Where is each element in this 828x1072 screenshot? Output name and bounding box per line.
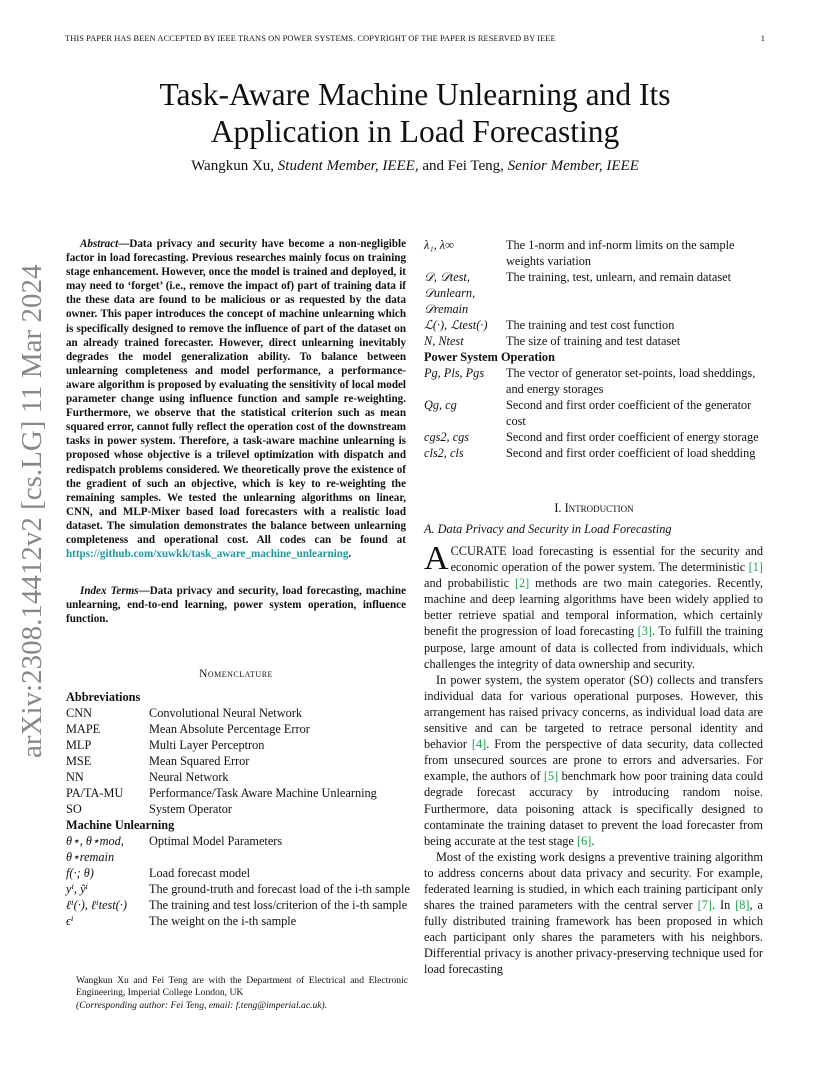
nomenclature-symbol: N, Ntest xyxy=(424,334,464,348)
citation-5[interactable]: [5] xyxy=(543,769,559,784)
p2-text-a: In power system, the system operator (SO) collects and transfers individual data for various operational purposes. However, this arrangement has raised privacy concerns, as individual load data are sensitive and can be targeted to retrace personal identity and behavior xyxy=(424,672,763,752)
nomenclature-definition: Convolutional Neural Network xyxy=(149,706,302,720)
nomenclature-row xyxy=(66,737,410,753)
nomenclature-symbol: Qg, cg xyxy=(424,398,457,412)
nomenclature-right-list xyxy=(424,237,764,349)
nomenclature-symbol: MAPE xyxy=(66,722,101,736)
title-line-1: Task-Aware Machine Unlearning and Its xyxy=(159,77,671,112)
citation-2[interactable]: [2] xyxy=(514,576,530,591)
footnote-corresponding: (Corresponding author: Fei Teng, email: f.teng@imperial.ac.uk). xyxy=(76,999,328,1011)
nomenclature-symbol: MSE xyxy=(66,754,92,768)
dropcap: A xyxy=(424,540,449,577)
author-line xyxy=(60,158,770,175)
nomenclature-symbol: SO xyxy=(66,802,82,816)
nomenclature-symbol: MLP xyxy=(66,738,92,752)
nomenclature-symbol: ℒ(·), ℒtest(·) xyxy=(424,318,488,332)
nomenclature-row xyxy=(66,769,410,785)
nomenclature-row xyxy=(66,705,410,721)
author-2-role: Senior Member, IEEE xyxy=(507,158,639,174)
index-terms-label: Index Terms xyxy=(80,585,139,597)
nomenclature-definition: The size of training and test dataset xyxy=(506,334,681,348)
arxiv-stamp: arXiv:2308.14412v2 [cs.LG] 11 Mar 2024 xyxy=(16,264,48,758)
nomenclature-symbol: 𝒟, 𝒟test, 𝒟unlearn, 𝒟remain xyxy=(424,270,476,316)
section-heading xyxy=(424,501,764,516)
subsection-heading: A. Data Privacy and Security in Load Forecasting xyxy=(424,522,672,536)
p3-text-a: Most of the existing work designs a preventive training algorithm to address concerns about data privacy and security. For example, federated learning is studied, in which each training participant only shares the trained parameters with the central server xyxy=(424,849,763,913)
nomenclature-row xyxy=(66,753,410,769)
nomenclature-left xyxy=(66,689,410,929)
p1-text-b: and probabilistic xyxy=(424,576,515,591)
paragraph-3 xyxy=(424,849,763,978)
paragraph-2 xyxy=(424,672,763,849)
nomenclature-symbol: ϵⁱ xyxy=(66,914,74,928)
nomenclature-symbol: λ₁, λ∞ xyxy=(424,238,454,252)
nomenclature-row xyxy=(424,397,764,429)
citation-3[interactable]: [3] xyxy=(637,624,653,639)
section-number: I. xyxy=(554,501,565,515)
section-title: Introduction xyxy=(564,501,634,515)
title-line-2: Application in Load Forecasting xyxy=(210,114,620,149)
nomenclature-definition: Mean Squared Error xyxy=(149,754,250,768)
nomenclature-symbol: PA/TA-MU xyxy=(66,786,124,800)
author-1: Wangkun Xu, xyxy=(191,158,278,174)
nomenclature-definition: System Operator xyxy=(149,802,232,816)
abstract xyxy=(66,237,406,561)
nomenclature-symbol: yⁱ, ŷⁱ xyxy=(66,882,89,896)
nomenclature-definition: The training, test, unlearn, and remain dataset xyxy=(506,270,732,284)
nomenclature-row xyxy=(424,445,764,461)
nomenclature-definition: The 1-norm and inf-norm limits on the sample weights variation xyxy=(506,238,735,268)
nomenclature-row xyxy=(66,897,410,913)
power-system-title: Power System Operation xyxy=(424,350,555,364)
nomenclature-symbol: Pg, Pls, Pgs xyxy=(424,366,485,380)
nomenclature-symbol: cgs2, cgs xyxy=(424,430,470,444)
citation-8[interactable]: [8] xyxy=(735,898,750,913)
nomenclature-row xyxy=(66,721,410,737)
citation-1[interactable]: [1] xyxy=(748,560,763,575)
nomenclature-definition: Optimal Model Parameters xyxy=(149,834,283,848)
nomenclature-definition: The vector of generator set-points, load sheddings, and energy storages xyxy=(506,366,756,396)
nomenclature-definition: The weight on the i-th sample xyxy=(149,914,297,928)
nomenclature-definition: Neural Network xyxy=(149,770,229,784)
p1-text-a: CCURATE load forecasting is essential for the security and economic operation of the power system. The deterministic xyxy=(450,544,763,575)
abbreviations-title: Abbreviations xyxy=(66,690,141,704)
citation-4[interactable]: [4] xyxy=(471,737,487,752)
nomenclature-definition: Mean Absolute Percentage Error xyxy=(149,722,310,736)
citation-6[interactable]: [6] xyxy=(576,833,592,848)
nomenclature-definition: Load forecast model xyxy=(149,866,251,880)
nomenclature-row xyxy=(424,333,764,349)
nomenclature-row xyxy=(66,913,410,929)
nomenclature-row xyxy=(424,365,764,397)
nomenclature-heading-text: Nomenclature xyxy=(199,668,273,680)
nomenclature-symbol: f(·; θ) xyxy=(66,866,94,880)
p1-text-d: . To fulfill the training purpose, large amount of data is collected from individuals, which challenges the integrity of data ownership and security. xyxy=(424,624,763,671)
author-separator: , and Fei Teng, xyxy=(414,158,508,174)
citation-7[interactable]: [7] xyxy=(697,898,712,913)
machine-unlearning-title: Machine Unlearning xyxy=(66,818,175,832)
index-terms xyxy=(66,584,406,626)
nomenclature-symbol: CNN xyxy=(66,706,92,720)
nomenclature-row xyxy=(66,865,410,881)
nomenclature-symbol: NN xyxy=(66,770,84,784)
footnote-affiliation: Wangkun Xu and Fei Teng are with the Department of Electrical and Electronic Engineering, Imperial College London, UK xyxy=(76,975,408,999)
abstract-label: Abstract xyxy=(80,238,119,250)
nomenclature-definition: Second and first order coefficient of load shedding xyxy=(506,446,756,460)
footnote xyxy=(66,975,408,1012)
intro-body xyxy=(424,540,763,978)
nomenclature-definition: The training and test loss/criterion of the i-th sample xyxy=(149,898,408,912)
nomenclature-symbol: θ⋆, θ⋆mod, θ⋆remain xyxy=(66,834,124,864)
abbreviation-list xyxy=(66,705,410,817)
nomenclature-symbol: cls2, cls xyxy=(424,446,464,460)
p2-text-d: . xyxy=(591,833,595,848)
nomenclature-row xyxy=(424,429,764,445)
nomenclature-row xyxy=(424,237,764,269)
p3-text-c: , a fully distributed training framework has been proposed in which each participant only shares the parameters with his neighbors. Differential privacy is another privacy-preserving technique used for load forecasting xyxy=(424,898,763,977)
nomenclature-definition: Second and first order coefficient of the generator cost xyxy=(506,398,752,428)
paper-title xyxy=(60,76,770,150)
index-terms-text: —Data privacy and security, load forecasting, machine unlearning, end-to-end learning, power system operation, influence function. xyxy=(66,585,406,626)
abstract-end: . xyxy=(348,548,352,561)
code-link[interactable]: https://github.com/xuwkk/task_aware_machine_unlearning xyxy=(66,548,349,561)
nomenclature-row xyxy=(66,801,410,817)
p1-text-c: methods are two main categories. Recently, machine and deep learning algorithms have been widely applied to better retrieve spatial and temporal information, which certainly benefit the progression of load forecasting xyxy=(424,576,763,639)
nomenclature-right xyxy=(424,237,764,461)
nomenclature-row xyxy=(66,785,410,801)
running-header xyxy=(65,34,765,43)
nomenclature-definition: The training and test cost function xyxy=(506,318,675,332)
author-1-role: Student Member, IEEE xyxy=(277,158,415,174)
nomenclature-symbol: ℓⁱ(·), ℓⁱtest(·) xyxy=(66,898,127,912)
abstract-text: —Data privacy and security have become a non-negligible factor in load forecasting. Previous researches mainly focus on training stage enhancement. However, once the model is trained and deployed, it may need to ‘forget’ (i.e., remove the impact of) part of training data if the these data are found to be malicious or as requested by the data owner. This paper introduces the concept of machine unlearning which is specifically designed to remove the influence of part of the dataset on an already trained forecaster. However, direct unlearning inevitably degrades the model generalization ability. To balance between unlearning completeness and model performance, a performance-aware algorithm is proposed by evaluating the sensitivity of local model parameter change using influence function and sample re-weighting. Furthermore, we observe that the statistical criterion such as mean squared error, cannot fully reflect the operation cost of the downstream tasks in power system. Therefore, a task-aware machine unlearning is proposed whose objective is a trilevel optimization with dispatch and redispatch problems considered. We theoretically prove the existence of the gradient of such an objective, which is key to re-weighting the remaining samples. We tested the unlearning algorithms on linear, CNN, and MLP-Mixer based load forecasters with a realistic load dataset. The simulation demonstrates the balance between unlearning completeness and operational cost. All codes can be found at xyxy=(66,238,406,546)
running-head-text: THIS PAPER HAS BEEN ACCEPTED BY IEEE TRANS ON POWER SYSTEMS. COPYRIGHT OF THE PAPER IS RESERVED BY IEEE xyxy=(65,34,556,43)
power-system-list xyxy=(424,365,764,461)
nomenclature-row xyxy=(66,881,410,897)
nomenclature-row xyxy=(424,269,764,317)
nomenclature-heading xyxy=(66,668,406,680)
p3-text-b: . In xyxy=(712,898,736,913)
nomenclature-row xyxy=(424,317,764,333)
p2-text-c: benchmark how poor training data could degrade forecast accuracy by introducing random noise. Furthermore, data poisoning attack is specifically designed to contaminate the training dataset to prevent the load forecaster from being accurate at the test stage xyxy=(424,769,763,848)
nomenclature-row xyxy=(66,833,410,865)
nomenclature-definition: The ground-truth and forecast load of the i-th sample xyxy=(149,882,410,896)
p2-text-b: . From the perspective of data security, data collected from unsecured sources are prone to errors and adversaries. For example, the authors of xyxy=(424,737,763,784)
nomenclature-definition: Second and first order coefficient of energy storage xyxy=(506,430,759,444)
nomenclature-definition: Multi Layer Perceptron xyxy=(149,738,265,752)
page-number: 1 xyxy=(760,34,765,43)
paragraph-1 xyxy=(424,540,763,672)
machine-unlearning-list xyxy=(66,833,410,929)
nomenclature-definition: Performance/Task Aware Machine Unlearning xyxy=(149,786,377,800)
